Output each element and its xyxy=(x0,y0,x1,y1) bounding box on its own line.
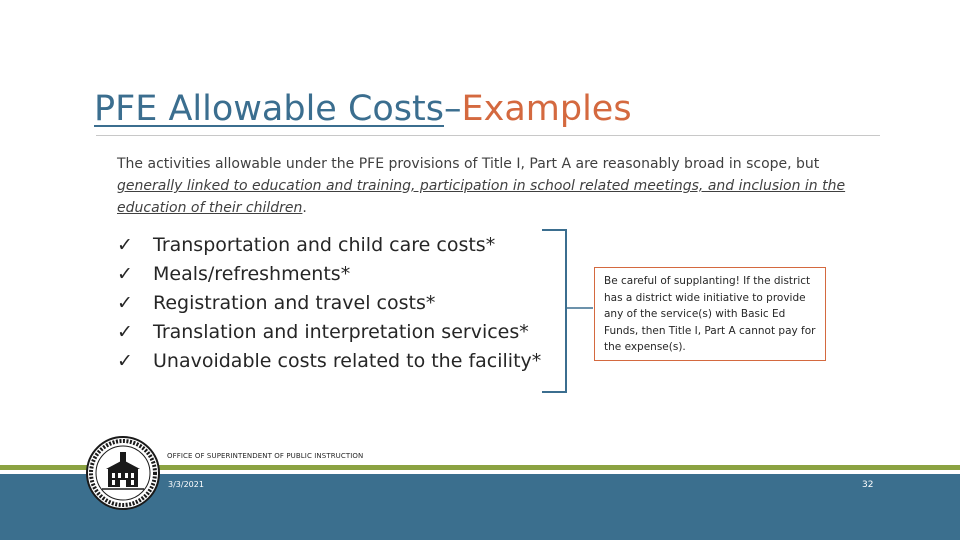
right-brace xyxy=(540,228,600,394)
supplanting-warning-box: Be careful of supplanting! If the district has a district wide initiative to provide any of the service(s) with Basic Ed Funds, then Title I, Part A cannot pay for the expense(s). xyxy=(594,267,826,361)
checkmark-icon: ✓ xyxy=(117,291,133,314)
list-item-label: Meals/refreshments* xyxy=(153,262,351,285)
title-part-2: Examples xyxy=(461,89,632,129)
intro-lead: The activities allowable under the PFE provisions of Title I, Part A are reasonably broad in scope, but xyxy=(117,156,820,172)
list-item xyxy=(117,346,541,375)
title-dash: – xyxy=(444,89,462,129)
title-divider xyxy=(96,135,880,136)
checkmark-icon: ✓ xyxy=(117,262,133,285)
page-number: 32 xyxy=(862,480,874,490)
intro-end: . xyxy=(302,200,307,216)
list-item xyxy=(117,259,541,288)
intro-underlined: generally linked to education and training, participation in school related meetings, and inclusion in the education of their children xyxy=(117,178,846,216)
checkmark-icon: ✓ xyxy=(117,320,133,343)
list-item xyxy=(117,230,541,259)
list-item-label: Unavoidable costs related to the facility* xyxy=(153,349,542,372)
checkmark-icon: ✓ xyxy=(117,349,133,372)
list-item-label: Registration and travel costs* xyxy=(153,291,436,314)
intro-paragraph xyxy=(117,153,857,219)
footer-office-name: OFFICE OF SUPERINTENDENT OF PUBLIC INSTRUCTION xyxy=(167,452,364,460)
list-item xyxy=(117,317,541,346)
title-part-1: PFE Allowable Costs xyxy=(94,89,444,129)
checkmark-icon: ✓ xyxy=(117,233,133,256)
allowable-costs-list xyxy=(117,230,541,375)
slide-title xyxy=(94,86,632,132)
list-item-label: Translation and interpretation services* xyxy=(153,320,529,343)
list-item-label: Transportation and child care costs* xyxy=(153,233,496,256)
footer-date: 3/3/2021 xyxy=(168,480,204,489)
list-item xyxy=(117,288,541,317)
ospi-seal-logo xyxy=(86,436,160,510)
